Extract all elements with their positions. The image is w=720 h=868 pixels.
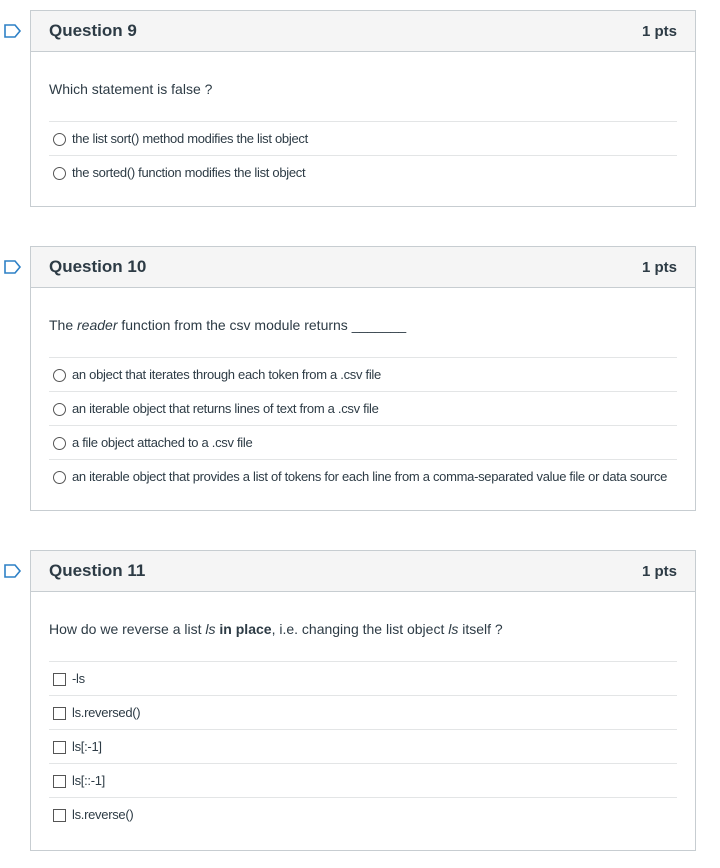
checkbox[interactable]: [53, 741, 66, 754]
checkbox[interactable]: [53, 673, 66, 686]
answer-option[interactable]: [49, 798, 677, 831]
question-card: [30, 10, 696, 207]
answer-label: an iterable object that returns lines of text from a .csv file: [72, 401, 379, 416]
question-title: Question 9: [49, 21, 137, 40]
answer-option[interactable]: [49, 392, 677, 426]
radio-button[interactable]: [53, 167, 66, 180]
answer-label: the sorted() function modifies the list object: [72, 165, 306, 180]
answer-option[interactable]: [49, 460, 677, 493]
question-card: [30, 550, 696, 851]
checkbox[interactable]: [53, 707, 66, 720]
question-title: Question 10: [49, 257, 147, 276]
question-header: [31, 551, 695, 592]
question-points: 1 pts: [641, 258, 677, 276]
radio-button[interactable]: [53, 133, 66, 146]
question-header: [31, 11, 695, 52]
answer-option[interactable]: [49, 662, 677, 696]
answer-label: ls.reversed(): [72, 705, 141, 720]
answer-option[interactable]: [49, 426, 677, 460]
radio-button[interactable]: [53, 369, 66, 382]
answer-list: [49, 121, 677, 189]
answer-list: [49, 661, 677, 831]
answer-option[interactable]: [49, 122, 677, 156]
answer-label: ls.reverse(): [72, 807, 134, 822]
checkbox[interactable]: [53, 809, 66, 822]
answer-label: an iterable object that provides a list of tokens for each line from a comma-separated value file or data source: [72, 469, 668, 484]
question-text: How do we reverse a list ls in place, i.e. changing the list object ls itself ?: [49, 621, 503, 637]
radio-button[interactable]: [53, 403, 66, 416]
answer-label: -ls: [72, 671, 85, 686]
answer-option[interactable]: [49, 156, 677, 189]
answer-option[interactable]: [49, 358, 677, 392]
radio-button[interactable]: [53, 437, 66, 450]
answer-option[interactable]: [49, 730, 677, 764]
question-text: Which statement is false ?: [49, 81, 213, 97]
question-header: [31, 247, 695, 288]
question-points: 1 pts: [641, 22, 677, 40]
question-card: [30, 246, 696, 511]
answer-option[interactable]: [49, 696, 677, 730]
question-text: The reader function from the csv module returns _______: [49, 317, 407, 333]
answer-option[interactable]: [49, 764, 677, 798]
flag-question-icon[interactable]: [4, 564, 22, 578]
checkbox[interactable]: [53, 775, 66, 788]
radio-button[interactable]: [53, 471, 66, 484]
question-title: Question 11: [49, 561, 146, 580]
answer-list: [49, 357, 677, 493]
answer-label: a file object attached to a .csv file: [72, 435, 253, 450]
answer-label: ls[::-1]: [72, 773, 105, 788]
question-points: 1 pts: [641, 562, 677, 580]
answer-label: the list sort() method modifies the list object: [72, 131, 308, 146]
answer-label: ls[:-1]: [72, 739, 102, 754]
flag-question-icon[interactable]: [4, 24, 22, 38]
answer-label: an object that iterates through each token from a .csv file: [72, 367, 381, 382]
flag-question-icon[interactable]: [4, 260, 22, 274]
